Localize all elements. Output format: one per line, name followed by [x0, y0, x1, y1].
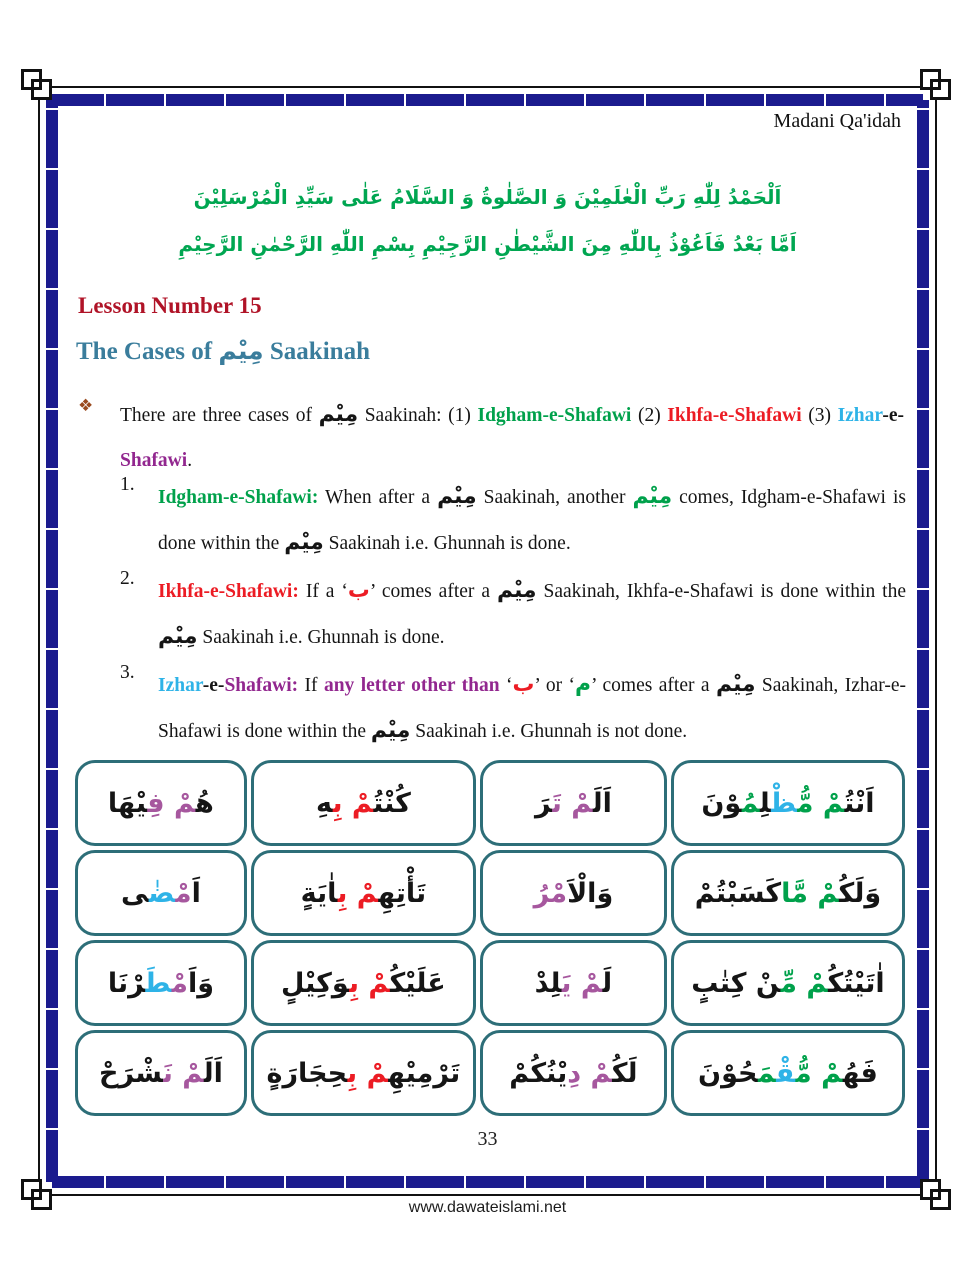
- arabic-dua: [70, 174, 905, 268]
- example-word-box: [251, 940, 476, 1026]
- arabic-text-segment: ب: [512, 672, 535, 697]
- text-segment: ‍مْ بِ‍: [337, 877, 378, 909]
- dua-line-2: اَمَّا بَعْدُ فَاَعُوْذُ بِاللّٰهِ مِنَ الشَّيْطٰنِ الرَّجِيْمِ بِسْمِ اللّٰهِ الرَّحْمٰنِ الرَّحِيْمِ: [178, 232, 797, 256]
- example-word-box: [75, 940, 247, 1026]
- text-segment: ‍طَ‍: [144, 967, 172, 999]
- text-segment: ‍مْ بِ‍: [348, 967, 390, 999]
- example-word-box: [480, 940, 667, 1026]
- rule-text-ikhfa: [158, 568, 906, 660]
- text-segment: ‍قْ‍: [775, 1057, 796, 1089]
- example-word-box: [75, 850, 247, 936]
- text-segment: كُنْتُ‍: [373, 787, 411, 819]
- example-word-box: [251, 1030, 476, 1116]
- text-segment: The Cases of: [76, 338, 219, 365]
- text-segment: ‍لِ‍: [759, 787, 771, 819]
- item-number: 1.: [120, 474, 135, 495]
- rule-item-ikhfa: [120, 568, 906, 660]
- text-segment: يْنُكُمْ: [509, 1057, 568, 1089]
- text-segment: ‍مْ مِّ‍: [780, 967, 828, 999]
- text-segment: هُ‍: [195, 787, 214, 819]
- arabic-text-segment: مِيْم: [715, 672, 756, 697]
- text-segment: وَلَكُ‍: [838, 877, 882, 909]
- example-word-box: [480, 850, 667, 936]
- text-segment: Idgham-e-Shafawi:: [158, 487, 319, 508]
- example-word-box: [480, 1030, 667, 1116]
- text-segment: If: [298, 675, 324, 696]
- text-segment: ‍مْ مَّا: [781, 877, 839, 909]
- text-segment: ‍ى: [120, 877, 149, 909]
- text-segment: ‍حُوْنَ: [698, 1057, 758, 1089]
- dua-line-1: اَلْحَمْدُ لِلّٰهِ رَبِّ الْعٰلَمِيْنَ وَ الصَّلٰوةُ وَ السَّلَامُ عَلٰى سَيِّدِ الْمُرْسَلِيْنَ: [193, 185, 782, 209]
- text-segment: Idgham-e-Shafawi: [477, 405, 632, 426]
- diamond-bullet-icon: ❖: [78, 396, 94, 416]
- text-segment: مْ‍: [171, 967, 188, 999]
- arabic-text-segment: مِيْم: [632, 484, 673, 509]
- item-number: 2.: [120, 568, 135, 589]
- text-segment: ‍مْ بِ‍: [347, 1057, 388, 1089]
- example-word-box: [75, 760, 247, 846]
- text-segment: Saakinah i.e. Ghunnah is not done.: [410, 721, 688, 742]
- text-segment: Shafawi: [120, 450, 188, 471]
- text-segment: ‍حِجَارَةٍ: [266, 1057, 348, 1089]
- text-segment: -e-: [202, 675, 225, 696]
- text-segment: Shafawi:: [224, 675, 299, 696]
- text-segment: ‍مْ نَ‍: [162, 1057, 204, 1089]
- text-segment: ‍مَ‍: [757, 1057, 776, 1089]
- text-segment: ’ comes after a: [369, 581, 497, 602]
- text-segment: Saakinah, another: [476, 487, 633, 508]
- frame-band-bottom: [46, 1176, 929, 1188]
- text-segment: مْ‍: [174, 877, 192, 909]
- frame-band-left: [46, 94, 58, 1188]
- text-segment: فَهُ‍: [842, 1057, 878, 1089]
- item-number: 3.: [120, 662, 135, 683]
- text-segment: ‍مْ يَ‍: [561, 967, 602, 999]
- text-segment: Ikhfa-e-Shafawi:: [158, 581, 299, 602]
- text-segment: كَسَبْتُمْ: [694, 877, 782, 909]
- arabic-text-segment: مِيْم: [437, 484, 477, 509]
- lesson-title: Lesson Number 15: [78, 293, 262, 318]
- text-segment: Ikhfa-e-Shafawi: [667, 405, 802, 426]
- text-segment: Saakinah, Ikhfa-e-Shafawi is done within the: [536, 581, 907, 602]
- book-title-header: Madani Qa'idah: [773, 110, 901, 132]
- arabic-text-segment: مِيْم: [218, 336, 264, 365]
- text-segment: ‍ظْ‍: [770, 787, 797, 819]
- text-segment: Saakinah, Izhar-e-Shafawi is done within the: [158, 675, 907, 742]
- example-word-box: [480, 760, 667, 846]
- corner-ornament-top-right: [920, 69, 954, 103]
- frame-band-right: [917, 94, 929, 1188]
- example-word-box: [671, 1030, 905, 1116]
- rule-text-izhar: [158, 662, 906, 754]
- text-segment: ‍وْنَ: [701, 787, 742, 819]
- text-segment: ‍مْ بِ‍: [332, 787, 374, 819]
- text-segment: ‍وَكِيْلٍ: [281, 967, 349, 999]
- text-segment: ‍يْهَا: [107, 787, 147, 819]
- text-segment: (3): [801, 405, 838, 426]
- arabic-text-segment: مِيْم: [284, 530, 324, 555]
- text-segment: Izhar: [158, 675, 203, 696]
- corner-ornament-top-left: [21, 69, 55, 103]
- text-segment: ’ or ‘: [534, 675, 576, 696]
- text-segment: comes, Idgham-e-Shafawi is done within the: [158, 487, 907, 554]
- arabic-text-segment: مِيْم: [370, 718, 411, 743]
- frame-band-top: [46, 94, 929, 106]
- text-segment: تَرْمِيْهِ‍: [387, 1057, 461, 1089]
- text-segment: ‍لِدْ: [534, 967, 562, 999]
- arabic-text-segment: مِيْم: [318, 402, 359, 427]
- text-segment: ‍مْ دِ: [567, 1057, 612, 1089]
- intro-text: [120, 392, 904, 483]
- text-segment: اٰتَيْتُكُ‍: [827, 967, 885, 999]
- text-segment: تَأْتِهِ‍: [377, 877, 427, 909]
- text-segment: Izhar: [837, 405, 883, 426]
- text-segment: ‍مْ تَ‍: [551, 787, 593, 819]
- text-segment: ‍مُ‍: [741, 787, 760, 819]
- rule-item-idgham: [120, 474, 906, 566]
- text-segment: When after a: [318, 487, 438, 508]
- text-segment: Saakinah: (1): [358, 405, 478, 426]
- text-segment: ‍ضٰ‍: [148, 877, 175, 909]
- examples-grid: [75, 760, 905, 1116]
- text-segment: There are three cases of: [120, 405, 319, 426]
- example-word-box: [671, 850, 905, 936]
- example-word-box: [251, 760, 476, 846]
- arabic-text-segment: ب: [347, 578, 370, 603]
- example-word-box: [671, 940, 905, 1026]
- text-segment: If a ‘: [298, 581, 348, 602]
- text-segment: ‘: [499, 675, 513, 696]
- text-segment: ‍رْنَا: [107, 967, 145, 999]
- text-segment: -e-: [882, 405, 904, 426]
- arabic-text-segment: مِيْم: [158, 624, 198, 649]
- text-segment: ‍اٰيَةٍ: [300, 877, 338, 909]
- text-segment: ‍مْ فِ‍: [146, 787, 196, 819]
- text-segment: وَاَ: [187, 967, 214, 999]
- text-segment: عَلَيْكُ‍: [389, 967, 446, 999]
- text-segment: Saakinah: [263, 338, 370, 365]
- intro-paragraph: [78, 392, 904, 483]
- rule-text-idgham: [158, 474, 906, 566]
- text-segment: (2): [631, 405, 668, 426]
- text-segment: لَكُ‍: [611, 1057, 638, 1089]
- text-segment: ’ comes after a: [591, 675, 716, 696]
- text-segment: اَ: [191, 877, 201, 909]
- text-segment: اَنْتُ‍: [844, 787, 875, 819]
- arabic-text-segment: م: [575, 672, 592, 697]
- text-segment: اَلَ‍: [592, 787, 612, 819]
- page-title: [76, 336, 370, 366]
- website-link[interactable]: www.dawateislami.net: [408, 1199, 567, 1216]
- example-word-box: [671, 760, 905, 846]
- text-segment: ‍نْ كِتٰبٍ: [691, 967, 781, 999]
- text-segment: مْرُ: [533, 877, 568, 909]
- rule-item-izhar: [120, 662, 906, 754]
- arabic-text-segment: مِيْم: [497, 578, 537, 603]
- text-segment: Saakinah i.e. Ghunnah is done.: [323, 533, 571, 554]
- text-segment: لَ‍: [602, 967, 613, 999]
- text-segment: وَالْاَ: [567, 877, 614, 909]
- example-word-box: [251, 850, 476, 936]
- text-segment: any letter other than: [323, 675, 500, 696]
- text-segment: ‍شْرَحْ: [98, 1057, 163, 1089]
- text-segment: ‍مْ مُّ‍: [795, 1057, 843, 1089]
- text-segment: اَلَ‍: [203, 1057, 223, 1089]
- text-segment: ‍هِ: [315, 787, 333, 819]
- text-segment: ‍مْ مُّ‍: [796, 787, 845, 819]
- page-number: 33: [477, 1128, 498, 1150]
- text-segment: ‍رَ: [534, 787, 552, 819]
- example-word-box: [75, 1030, 247, 1116]
- text-segment: .: [187, 450, 193, 471]
- text-segment: Saakinah i.e. Ghunnah is done.: [197, 627, 445, 648]
